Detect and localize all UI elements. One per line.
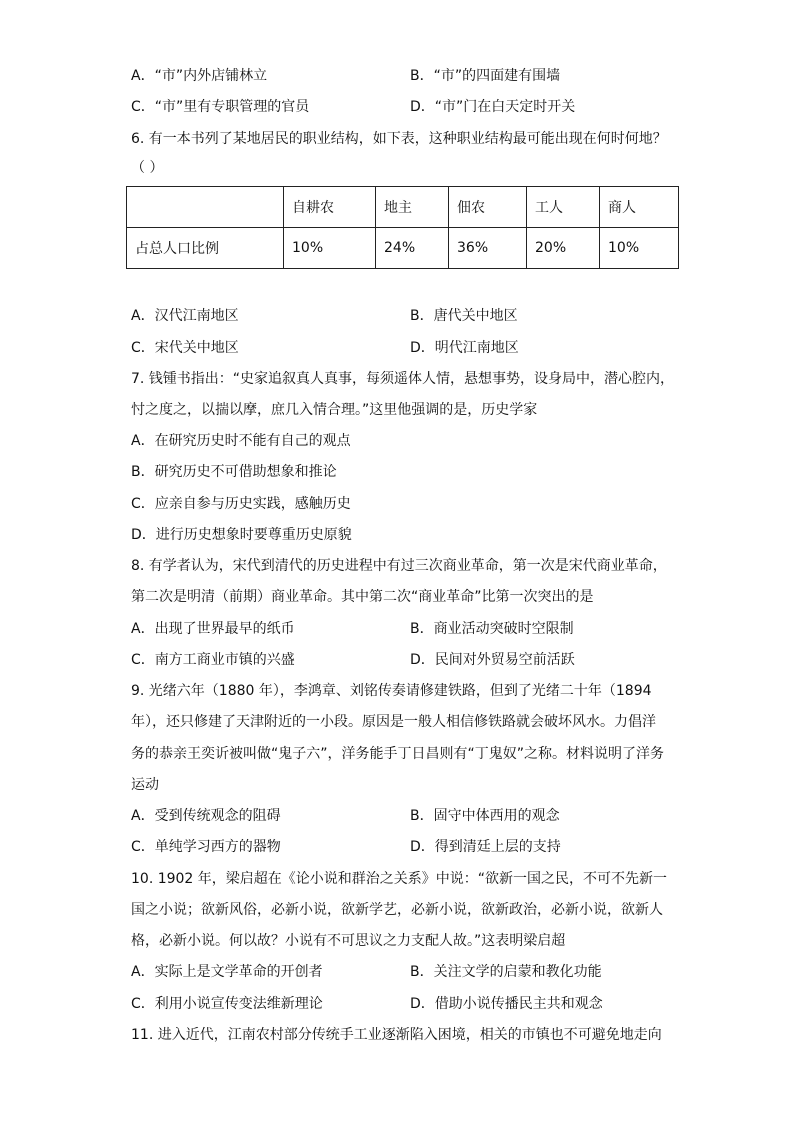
table-header-cell: 自耕农 <box>284 187 376 228</box>
q9-stem-line-3: 务的恭亲王奕䜣被叫做“鬼子六”，洋务能手丁日昌则有“丁鬼奴”之称。材料说明了洋务 <box>131 746 665 762</box>
q9-option-a: A．受到传统观念的阻碍 <box>131 808 281 824</box>
table-cell: 24% <box>376 228 449 269</box>
occupation-table <box>126 186 679 269</box>
q6-option-b: B．唐代关中地区 <box>410 308 518 324</box>
q7-stem-line-2: 忖之度之，以揣以摩，庶几入情合理。”这里他强调的是，历史学家 <box>131 402 538 418</box>
q9-option-b: B．固守中体西用的观念 <box>410 808 560 824</box>
q8-stem-line-2: 第二次是明清（前期）商业革命。其中第二次“商业革命”比第一次突出的是 <box>131 589 594 605</box>
table-row-label: 占总人口比例 <box>127 228 284 269</box>
q6-stem-line-1: 6. 有一本书列了某地居民的职业结构，如下表，这种职业结构最可能出现在何时何地？ <box>131 131 667 147</box>
q9-option-d: D．得到清廷上层的支持 <box>410 839 561 855</box>
q10-stem-line-2: 国之小说；欲新风俗，必新小说，欲新学艺，必新小说，欲新政治，必新小说，欲新人 <box>131 902 663 918</box>
q10-option-d: D．借助小说传播民主共和观念 <box>410 996 603 1012</box>
q7-option-a: A．在研究历史时不能有自己的观点 <box>131 433 351 449</box>
q7-option-c: C．应亲自参与历史实践，感触历史 <box>131 496 351 512</box>
q8-stem-line-1: 8. 有学者认为，宋代到清代的历史进程中有过三次商业革命，第一次是宋代商业革命， <box>131 558 667 574</box>
q10-option-a: A．实际上是文学革命的开创者 <box>131 964 323 980</box>
q9-stem-line-1: 9. 光绪六年（1880 年），李鸿章、刘铭传奏请修建铁路，但到了光绪二十年（1894 <box>131 683 652 699</box>
q10-option-c: C．利用小说宣传变法维新理论 <box>131 996 323 1012</box>
q9-stem-line-4: 运动 <box>131 777 159 793</box>
table-header-cell: 佃农 <box>449 187 527 228</box>
table-header-cell: 地主 <box>376 187 449 228</box>
q5-option-b: B．“市”的四面建有围墙 <box>410 68 561 84</box>
q8-option-b: B．商业活动突破时空限制 <box>410 621 574 637</box>
q5-option-a: A．“市”内外店铺林立 <box>131 68 268 84</box>
table-cell: 36% <box>449 228 527 269</box>
q10-stem-line-1: 10. 1902 年，梁启超在《论小说和群治之关系》中说：“欲新一国之民，不可不先新一 <box>131 871 668 887</box>
q9-option-c: C．单纯学习西方的器物 <box>131 839 281 855</box>
table-cell: 20% <box>527 228 600 269</box>
table-header-cell: 商人 <box>600 187 679 228</box>
table-header-cell: 工人 <box>527 187 600 228</box>
q6-stem-line-2: （ ） <box>131 160 164 176</box>
q7-option-b: B．研究历史不可借助想象和推论 <box>131 464 337 480</box>
table-row <box>127 228 679 269</box>
q10-option-b: B．关注文学的启蒙和教化功能 <box>410 964 602 980</box>
table-header-cell <box>127 187 284 228</box>
q9-stem-line-2: 年），还只修建了天津附近的一小段。原因是一般人相信修铁路就会破坏风水。力倡洋 <box>131 714 656 730</box>
q7-stem-line-1: 7. 钱锺书指出：“史家追叙真人真事，每须遥体人情，悬想事势，设身局中，潜心腔内， <box>131 371 675 387</box>
q11-stem-line-1: 11. 进入近代，江南农村部分传统手工业逐渐陷入困境，相关的市镇也不可避免地走向 <box>131 1027 662 1043</box>
q8-option-a: A．出现了世界最早的纸币 <box>131 621 295 637</box>
q6-option-d: D．明代江南地区 <box>410 340 519 356</box>
q5-option-d: D．“市”门在白天定时开关 <box>410 99 576 115</box>
q5-option-c: C．“市”里有专职管理的官员 <box>131 99 310 115</box>
q8-option-d: D．民间对外贸易空前活跃 <box>410 652 575 668</box>
q10-stem-line-3: 格，必新小说。何以故？小说有不可思议之力支配人故。”这表明梁启超 <box>131 933 566 949</box>
q7-option-d: D．进行历史想象时要尊重历史原貌 <box>131 527 352 543</box>
table-cell: 10% <box>284 228 376 269</box>
q6-option-c: C．宋代关中地区 <box>131 340 239 356</box>
table-cell: 10% <box>600 228 679 269</box>
q8-option-c: C．南方工商业市镇的兴盛 <box>131 652 295 668</box>
q6-option-a: A．汉代江南地区 <box>131 308 239 324</box>
table-header-row <box>127 187 679 228</box>
